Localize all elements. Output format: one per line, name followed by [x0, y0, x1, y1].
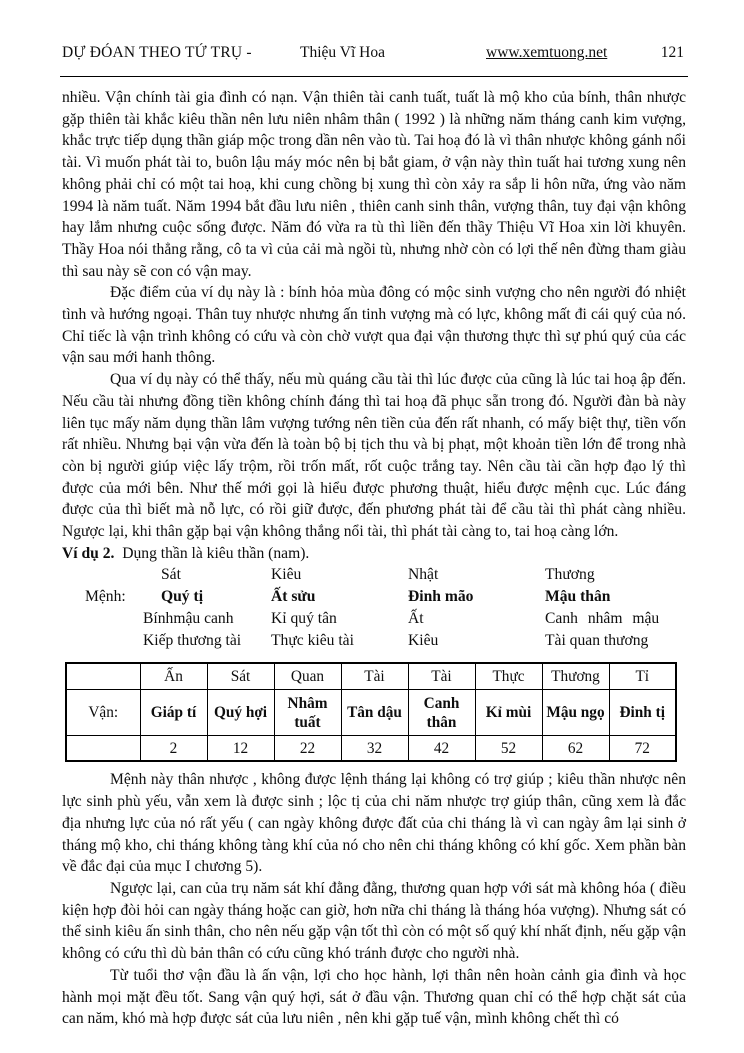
- van-age-cell: 22: [274, 736, 341, 762]
- van-god-cell: Ấn: [140, 663, 207, 690]
- van-god-cell: Tài: [408, 663, 475, 690]
- author-name: Thiệu Vĩ Hoa: [300, 44, 385, 61]
- van-age-cell: 42: [408, 736, 475, 762]
- header-divider: [60, 76, 688, 77]
- van-age-cell: 32: [341, 736, 408, 762]
- pillar-hidden-stems: Kỉ quý tân: [271, 610, 337, 628]
- van-gods-row: [66, 663, 676, 690]
- van-pillar-cell: Tân dậu: [341, 690, 408, 736]
- van-age-cell: 12: [207, 736, 274, 762]
- van-pillar-cell: Quý hợi: [207, 690, 274, 736]
- paragraph-continuation: nhiều. Vận chính tài gia đình có nạn. Vận thiên tài canh tuất, tuất là mộ kho của bính, thân nhược gặp thiên tài khắc kiêu thần nên lưu niên nhâm thân ( 1992 ) là những năm tháng canh kim vượng, khắc trực tiếp dụng thần giáp mộc trong dần nên vào tù. Tai hoạ đó là vì thân nhược không gánh nổi tài. Vì muốn phát tài to, buôn lậu máy móc nên bị bắt giam, ở vận này thìn tuất hai tương xung nên không phải chỉ có một tai hoạ, khi cung chồng bị xung thì còn xảy ra sắp li hôn nữa, ứng vào năm 1994 là năm tuất. Năm 1994 bắt đầu lưu niên , thiên canh sinh thân, vượng thân, tuy đại vận không hay lắm nhưng cuộc sống được. Năm đó vừa ra tù thì liền đến thầy Thiệu Vĩ Hoa xin lời khuyên. Thầy Hoa nói thẳng rằng, cô ta vì của cải mà ngồi tù, nhưng nhờ còn có lợi thế nên đừng tham giàu thì sau này sẽ con có vận may.: [62, 89, 686, 280]
- pillar-god: Sát: [161, 566, 181, 584]
- pillar-god: Nhật: [408, 566, 439, 584]
- four-pillars-chart: [62, 564, 686, 652]
- spacer-cell: [62, 564, 143, 586]
- van-age-cell: 52: [475, 736, 542, 762]
- spacer-cell: [62, 608, 143, 630]
- pillar-hidden-gods: Tài quan thương: [545, 632, 649, 650]
- hidden-gods-row: [62, 630, 686, 652]
- luck-cycle-table: [65, 662, 677, 762]
- van-pillars-row: [66, 690, 676, 736]
- website-link[interactable]: www.xemtuong.net: [486, 44, 608, 61]
- pillar-value: Ất sửu: [271, 588, 316, 606]
- van-age-cell: 62: [542, 736, 609, 762]
- van-age-cell: 2: [140, 736, 207, 762]
- body-text: [62, 87, 686, 1030]
- van-age-cell: 72: [609, 736, 676, 762]
- spacer-cell: [62, 630, 143, 652]
- hidden-stems-row: [62, 608, 686, 630]
- paragraph: Ngược lại, can của trụ năm sát khí đằng đằng, thương quan hợp với sát mà không hóa ( điều kiện hợp đòi hỏi can ngày tháng hoặc can giờ, hơn nữa chi tháng là tháng hóa vượng). Nhưng sát có thể sinh kiêu ấn sinh thân, cho nên nếu gặp vận tốt thì còn có một số quý khí nhất định, nếu gặp vận không có cứu thì dù bản thân có cứu cũng khó tránh được cho người nhà.: [62, 879, 686, 963]
- van-pillar-cell: Nhâm tuất: [274, 690, 341, 736]
- van-pillar-cell: Canh thân: [408, 690, 475, 736]
- van-god-cell: Thực: [475, 663, 542, 690]
- pillar-god: Kiêu: [271, 566, 302, 584]
- van-god-cell: Quan: [274, 663, 341, 690]
- paragraph: Đặc điểm của ví dụ này là : bính hỏa mùa đông có mộc sinh vượng cho nên người đó nhiệt tình và hướng ngoại. Thân tuy nhược nhưng ấn tinh vượng mà có lực, không mất đi cái quý của nó. Chỉ tiếc là vận trình không có cứu và còn chờ vượt qua đại vận thương thực thì sự phú quý của các vận sau mới hanh thông.: [62, 284, 686, 367]
- van-god-cell: Tỉ: [609, 663, 676, 690]
- example-heading: [62, 543, 686, 565]
- pillar-hidden-gods: Kiêu: [408, 632, 439, 650]
- pillar-god: Thương: [545, 566, 595, 584]
- van-god-cell: Thương: [542, 663, 609, 690]
- example-label: Ví dụ 2.: [62, 544, 115, 562]
- book-title: DỰ ĐÓAN THEO TỨ TRỤ -: [62, 44, 252, 61]
- pillar-value: Quý tị: [161, 588, 204, 606]
- paragraph: Mệnh này thân nhược , không được lệnh tháng lại không có trợ giúp ; kiêu thần nhược nên lực sinh phù yếu, vẫn xem là được sinh ; lộc tị của chi năm nhược trợ giúp thân, cũng xem là đắc địa nhưng lực của nó rất yếu ( can ngày không được đất của chi tháng là vì can ngày âm lại sinh ở tháng mộ kho, chi tháng không tàng khí của nó cho nên chi tháng không có khí gốc. Xem phần bàn về đắc đại của mục I chương 5).: [62, 771, 686, 876]
- van-pillar-cell: Giáp tí: [140, 690, 207, 736]
- van-row-label: Vận:: [66, 690, 140, 736]
- page-number: 121: [660, 44, 684, 61]
- empty-cell: [66, 736, 140, 762]
- van-pillar-cell: Đinh tị: [609, 690, 676, 736]
- van-pillar-cell: Kỉ mùi: [475, 690, 542, 736]
- menh-label: Mệnh:: [85, 588, 126, 606]
- van-god-cell: Tài: [341, 663, 408, 690]
- van-pillar-cell: Mậu ngọ: [542, 690, 609, 736]
- pillar-gods-row: [62, 564, 686, 586]
- pillar-hidden-stems: Canh nhâm mậu: [545, 610, 660, 628]
- pillar-values-row: [62, 586, 686, 608]
- van-god-cell: Sát: [207, 663, 274, 690]
- empty-cell: [66, 663, 140, 690]
- pillar-hidden-stems: Ất: [408, 610, 424, 628]
- page-header: [62, 44, 688, 66]
- van-ages-row: [66, 736, 676, 762]
- paragraph: Qua ví dụ này có thể thấy, nếu mù quáng cầu tài thì lúc được của cũng là lúc tai hoạ ập đến. Nếu cầu tài nhưng đồng tiền không chính đáng thì tai hoạ đã phục sẵn trong đó. Người đàn bà này liên tục mấy năm dụng thần lâm vượng tướng nên tiền của đến rất nhanh, có mấy biệt thự, tiền vốn rất nhiều. Nhưng bại vận vừa đến là toàn bộ bị tịch thu và bị phạt, một khoản tiền lớn để trong nhà còn bị người giúp việc lấy trộm, rồi trốn mất, rốt cuộc trắng tay. Nên cầu tài cần hợp đạo lý thì được của mới bên. Như thế mới gọi là hiểu được phương thuật, hiểu được mệnh cục. Lúc đáng được của thì biết mà nỗ lực, có rồi giữ được, đến phương phát tài để cầu tài thì phát càng nhiều. Ngược lại, khi thân gặp bại vận không thắng nổi tài, thì phát tài càng to, tai hoạ càng lớn.: [62, 371, 686, 541]
- pillar-hidden-stems: Bínhmậu canh: [143, 610, 234, 628]
- pillar-value: Đinh mão: [408, 588, 474, 606]
- paragraph: Từ tuổi thơ vận đầu là ấn vận, lợi cho học hành, lợi thân nên hoàn cảnh gia đình và học hành mọi mặt đều tốt. Sang vận quý hợi, sát ở đầu vận. Thương quan chỉ có thể hợp chặt sát của can năm, khó mà hợp được sát của lưu niên , nên khi gặp tuế vận, mình không chết thì có: [62, 966, 686, 1028]
- pillar-hidden-gods: Kiếp thương tài: [143, 632, 242, 650]
- pillar-hidden-gods: Thực kiêu tài: [271, 632, 354, 650]
- example-title: Dụng thần là kiêu thần (nam).: [122, 544, 310, 562]
- pillar-value: Mậu thân: [545, 588, 611, 606]
